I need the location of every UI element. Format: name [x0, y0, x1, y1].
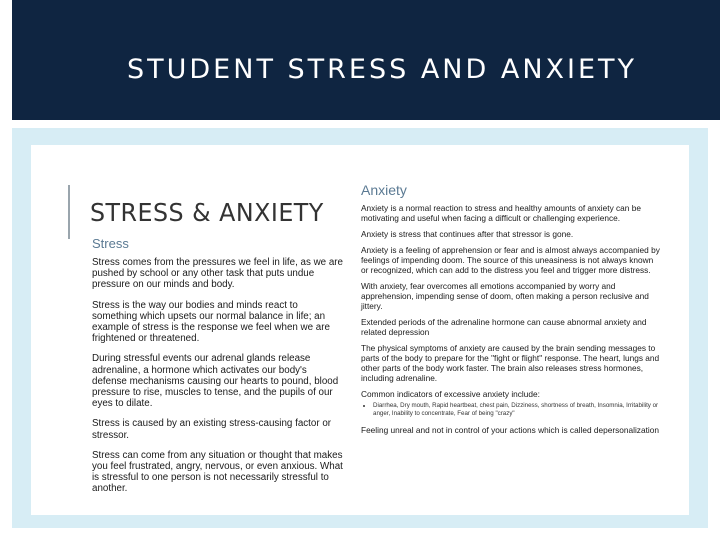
anxiety-column: [361, 182, 661, 441]
anxiety-paragraph: The physical symptoms of anxiety are caused by the brain sending messages to parts of the body to prepare for the "fight or flight" response. The heart, lungs and other parts of the body work faster. The brain also releases stress hormones, including adrenaline.: [361, 343, 660, 383]
stress-column: [92, 236, 344, 504]
symptom-list: [361, 402, 661, 417]
anxiety-closing-paragraph: Feeling unreal and not in control of your actions which is called depersonalization: [361, 425, 659, 435]
anxiety-paragraph: Anxiety is a feeling of apprehension or fear and is almost always accompanied by feelings of impending doom. The source of this uneasiness is not always known or recognized, which can add to the distress you feel and trigger more distress.: [361, 245, 660, 275]
stress-paragraph: Stress is the way our bodies and minds react to something which upsets our normal balance in life; an example of stress is the response we feel when we are frightened or threatened.: [92, 299, 330, 345]
stress-paragraph: Stress is caused by an existing stress-causing factor or stressor.: [92, 418, 332, 441]
anxiety-paragraph: Common indicators of excessive anxiety include:: [361, 389, 540, 399]
stress-paragraph: Stress comes from the pressures we feel in life, as we are pushed by school or any other task that puts undue pressure on our minds and body.: [92, 257, 344, 291]
stress-heading: Stress: [92, 236, 129, 251]
title-bar: [12, 0, 720, 120]
symptom-list-item: • Diarrhea, Dry mouth, Rapid heartbeat, chest pain, Dizziness, shortness of breath, Insomnia, Irritability or anger, Inability to concentrate, Fear of being "crazy": [373, 402, 661, 417]
document-heading: STRESS & ANXIETY: [90, 198, 324, 227]
heading-accent-line: [68, 185, 70, 239]
slide-title: STUDENT STRESS AND ANXIETY: [127, 54, 638, 85]
anxiety-heading: Anxiety: [361, 182, 407, 198]
anxiety-paragraph: With anxiety, fear overcomes all emotions accompanied by worry and apprehension, impending sense of doom, often making a person reclusive and jittery.: [361, 281, 649, 311]
stress-paragraph: Stress can come from any situation or thought that makes you feel frustrated, angry, nervous, or even anxious. What is stressful to one person is not necessarily stressful to another.: [92, 449, 343, 495]
anxiety-paragraph: Anxiety is a normal reaction to stress and healthy amounts of anxiety can be motivating and useful when facing a difficult or challenging experience.: [361, 203, 641, 223]
stress-paragraph: During stressful events our adrenal glands release adrenaline, a hormone which activates our body's defense mechanisms causing our hearts to pound, blood pressure to rise, muscles to tense, and the pupils of our eyes to dilate.: [92, 353, 339, 410]
anxiety-paragraph: Extended periods of the adrenaline hormone can cause abnormal anxiety and related depression: [361, 317, 647, 337]
anxiety-paragraph: Anxiety is stress that continues after that stressor is gone.: [361, 229, 574, 239]
